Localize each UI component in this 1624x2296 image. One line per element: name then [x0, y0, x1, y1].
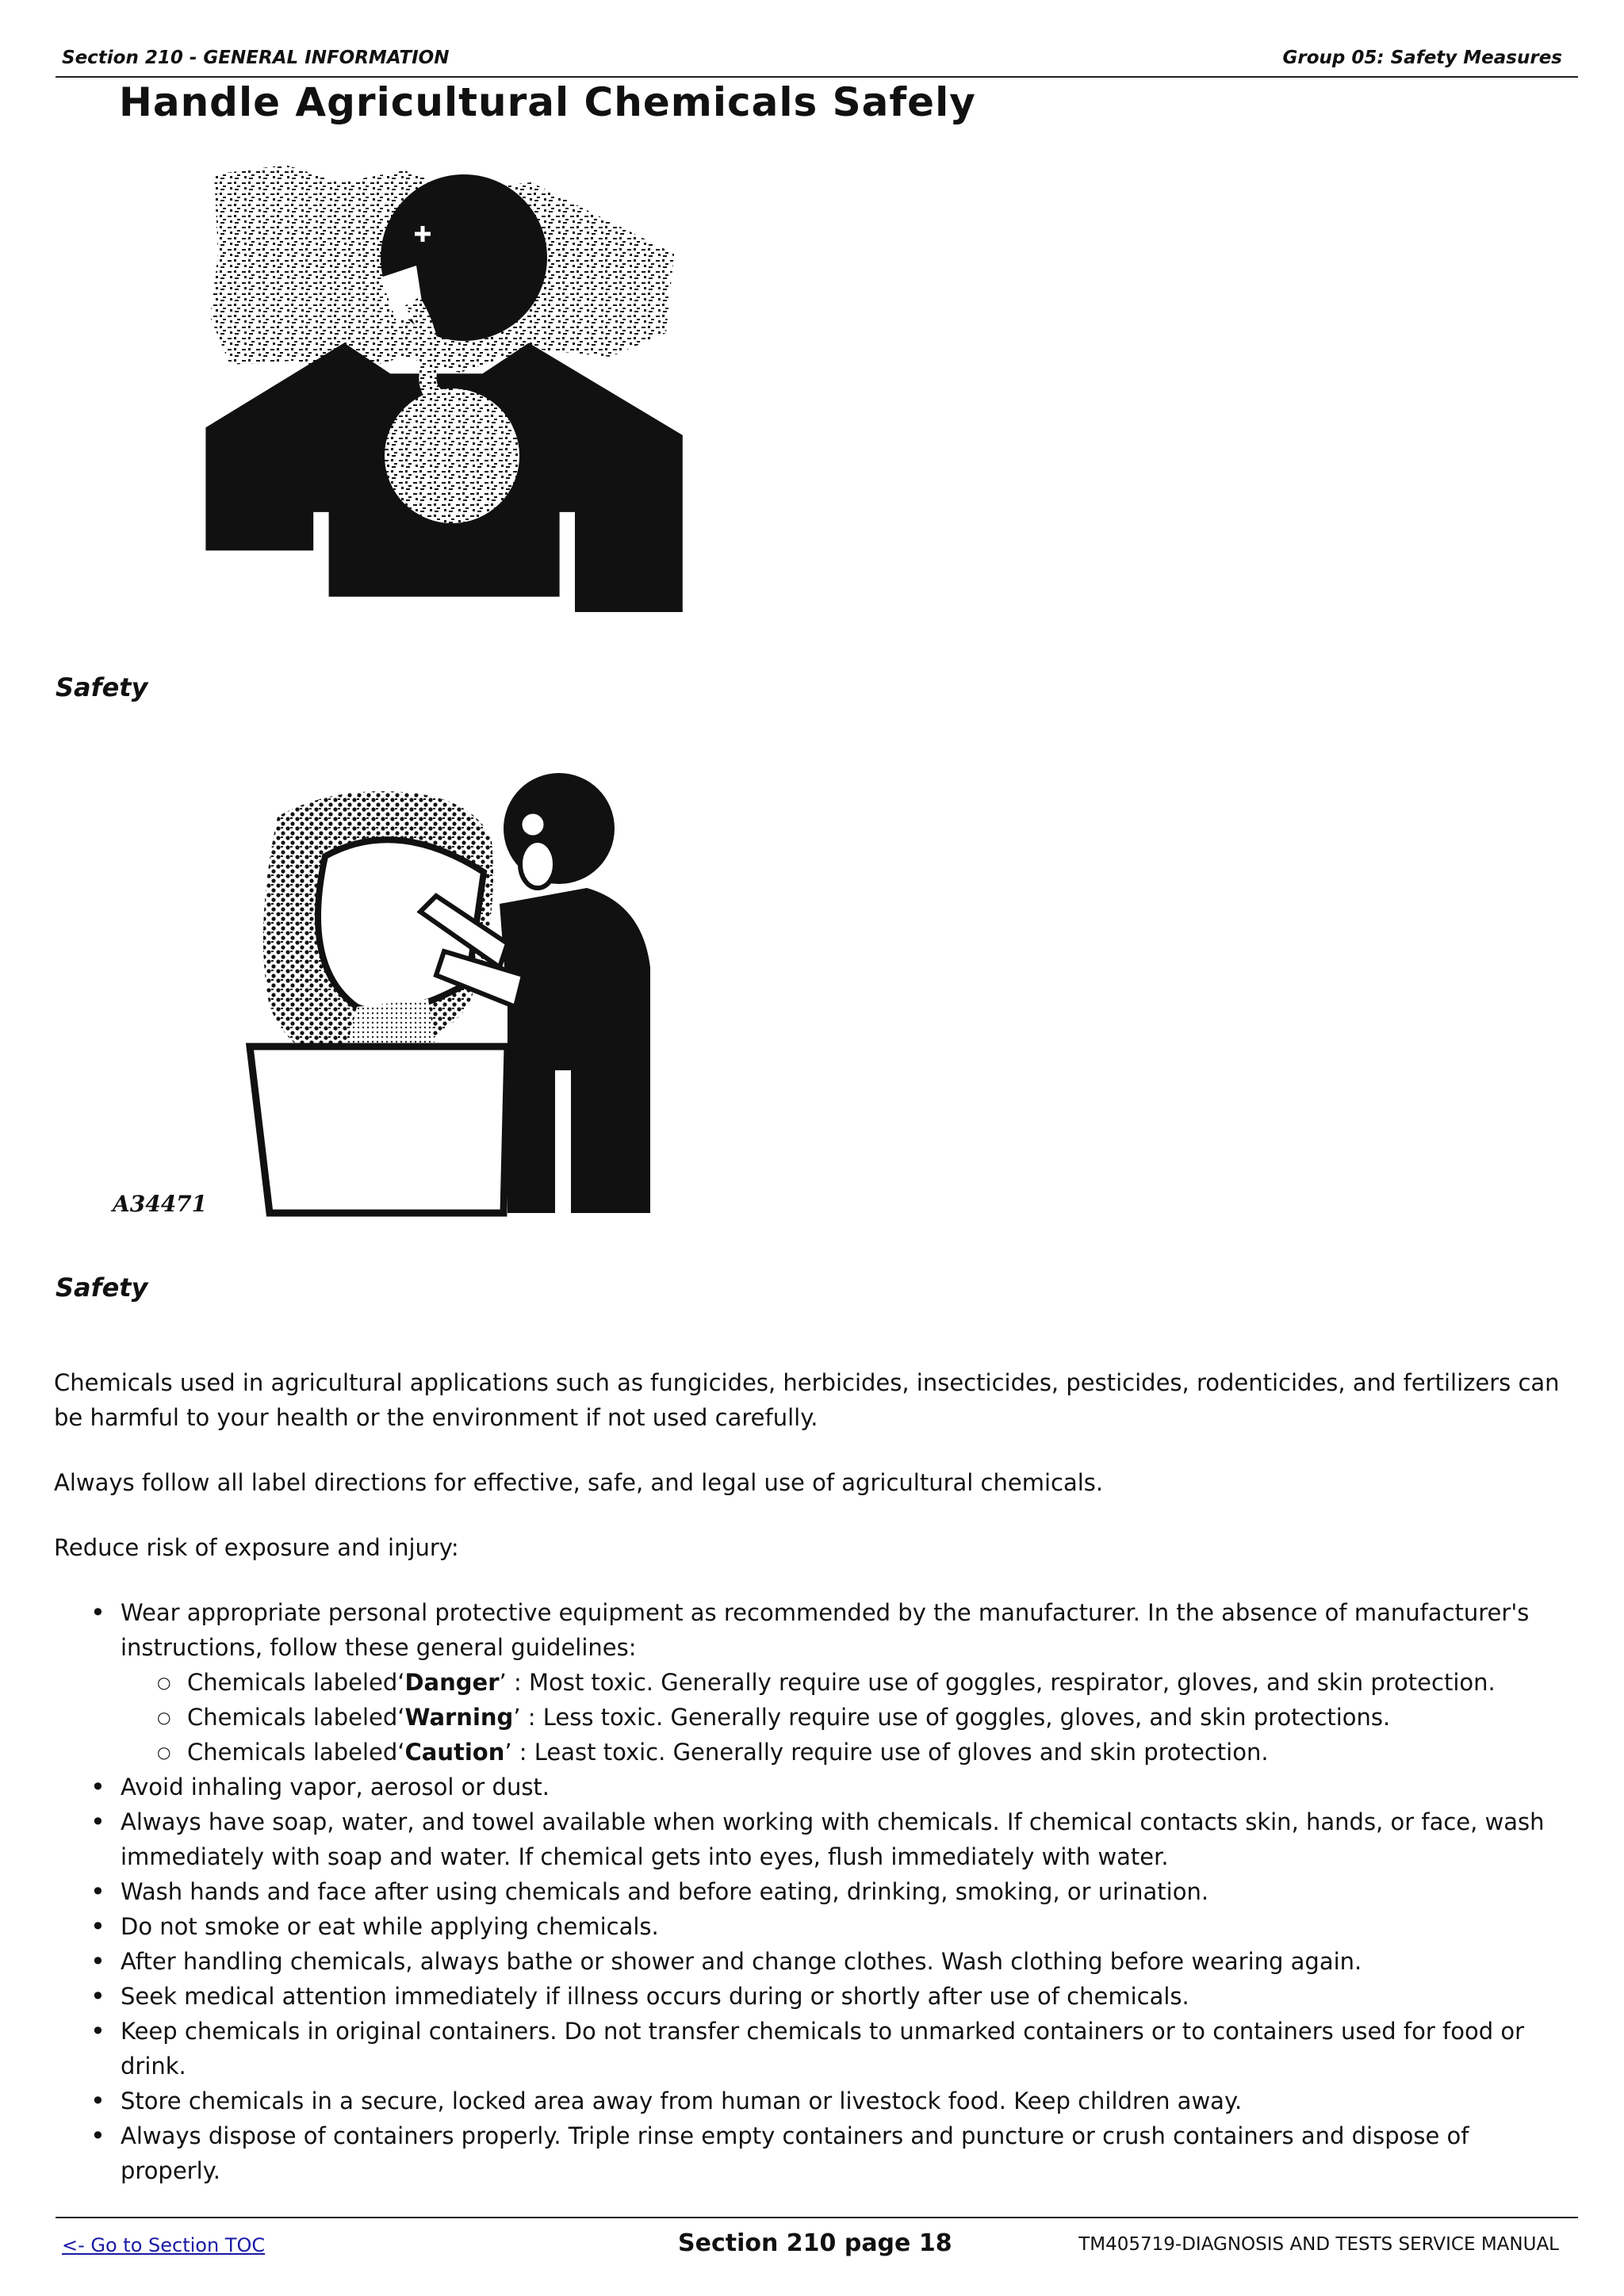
label-guidelines-list: [121, 1665, 1561, 1770]
label-directions-paragraph: [54, 1465, 1561, 1500]
list-item: • Store chemicals in a secure, locked area away from human or livestock food. Keep children away.: [54, 2084, 1561, 2118]
intro-paragraph: [54, 1365, 1561, 1435]
list-item: • Wash hands and face after using chemicals and before eating, drinking, smoking, or urination.: [54, 1874, 1561, 1909]
section-toc-link[interactable]: <- Go to Section TOC: [62, 2234, 266, 2256]
list-item: • After handling chemicals, always bathe or shower and change clothes. Wash clothing before wearing again.: [54, 1944, 1561, 1979]
manual-title: TM405719-DIAGNOSIS AND TESTS SERVICE MANUAL: [1078, 2234, 1559, 2255]
list-item: [54, 1595, 1561, 1770]
page-number: Section 210 page 18: [678, 2229, 952, 2257]
paragraph-chemicals-harmful: Chemicals used in agricultural applications such as fungicides, herbicides, insecticides, pesticides, rodenticides, and fertilizers can be harmful to your health or the environment if not used carefully.: [54, 1369, 1560, 1431]
list-item: • Always dispose of containers properly. Triple rinse empty containers and puncture or crush containers and dispose of properly.: [54, 2118, 1561, 2188]
chemical-pouring-figure: [238, 769, 682, 1229]
sub-item-suffix: ’ : Most toxic. Generally require use of goggles, respirator, gloves, and skin protection.: [499, 1669, 1496, 1696]
sub-item-suffix: ’ : Least toxic. Generally require use of gloves and skin protection.: [504, 1739, 1269, 1766]
figure-caption-2: Safety: [56, 1272, 148, 1303]
term-caution: Caution: [404, 1739, 505, 1766]
bullet-text: Wear appropriate personal protective equipment as recommended by the manufacturer. In the absence of manufacturer's instructions, follow these general guidelines:: [121, 1599, 1530, 1661]
footer-divider: [56, 2217, 1578, 2218]
paragraph-follow-label: Always follow all label directions for effective, safe, and legal use of agricultural chemicals.: [54, 1469, 1104, 1496]
sub-item-prefix: Chemicals labeled‘: [187, 1669, 405, 1696]
page-title: Handle Agricultural Chemicals Safely: [119, 79, 976, 125]
list-item: • Keep chemicals in original containers. Do not transfer chemicals to unmarked containers or to containers used for food or drink.: [54, 2014, 1561, 2084]
list-item: • Seek medical attention immediately if illness occurs during or shortly after use of chemicals.: [54, 1979, 1561, 2014]
sub-list-item-caution: [121, 1735, 1561, 1770]
term-warning: Warning: [404, 1704, 514, 1731]
figure-caption-1: Safety: [56, 672, 148, 702]
paragraph-reduce-risk: Reduce risk of exposure and injury:: [54, 1534, 459, 1561]
sub-list-item-danger: [121, 1665, 1561, 1700]
header-group: Group 05: Safety Measures: [1282, 48, 1562, 68]
inhalation-hazard-figure: [198, 159, 690, 634]
list-item: • Avoid inhaling vapor, aerosol or dust.: [54, 1770, 1561, 1804]
safety-bullet-list: [54, 1595, 1561, 2188]
sub-item-prefix: Chemicals labeled‘: [187, 1739, 405, 1766]
sub-item-prefix: Chemicals labeled‘: [187, 1704, 405, 1731]
reduce-risk-paragraph: [54, 1530, 1561, 1565]
figure-label: A34471: [113, 1191, 208, 1217]
list-item: • Always have soap, water, and towel available when working with chemicals. If chemical contacts skin, hands, or face, wash immediately with soap and water. If chemical gets into eyes, flush immediately with water.: [54, 1804, 1561, 1874]
list-item: • Do not smoke or eat while applying chemicals.: [54, 1909, 1561, 1944]
header-section: Section 210 - GENERAL INFORMATION: [62, 48, 450, 68]
term-danger: Danger: [404, 1669, 500, 1696]
header-divider: [56, 76, 1578, 78]
sub-list-item-warning: [121, 1700, 1561, 1735]
sub-item-suffix: ’ : Less toxic. Generally require use of goggles, gloves, and skin protections.: [513, 1704, 1391, 1731]
